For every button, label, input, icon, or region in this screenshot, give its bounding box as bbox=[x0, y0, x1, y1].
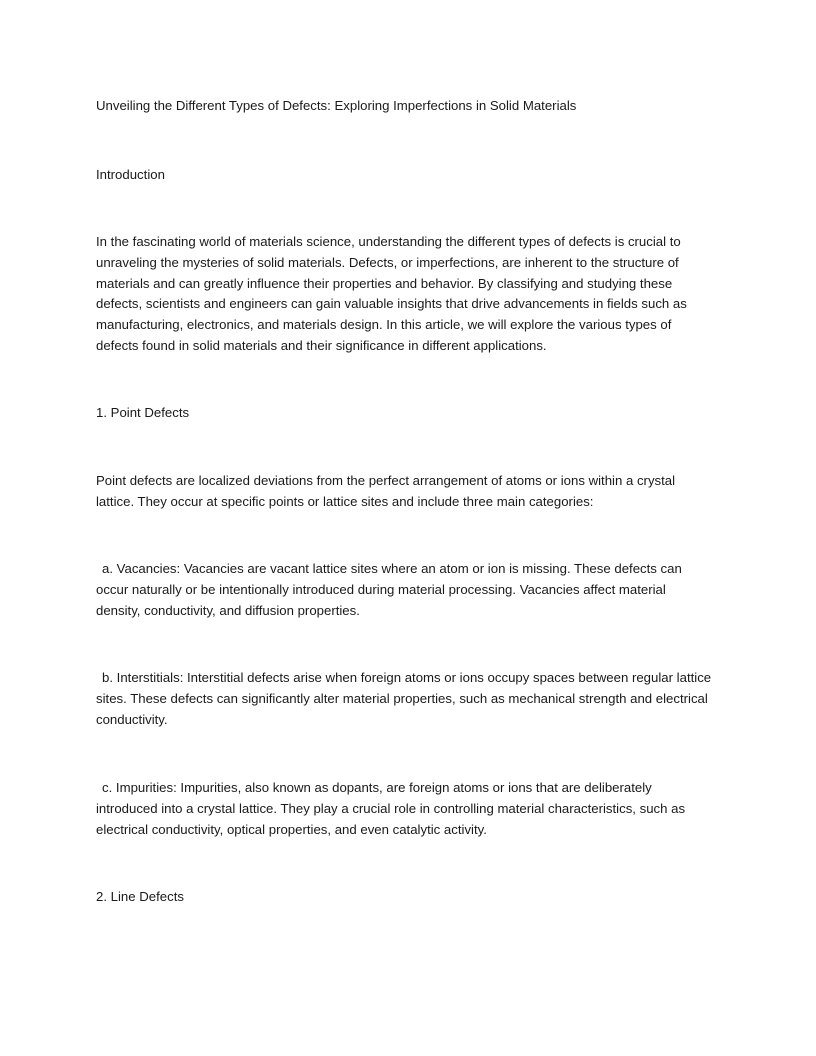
intro-heading: Introduction bbox=[96, 167, 165, 182]
section1-item-a: a. Vacancies: Vacancies are vacant lattice sites where an atom or ion is missing. These defects can occur naturally or be intentionally introduced during material processing. Vacancies affect material density, conductivity, and diffusion properties. bbox=[96, 561, 682, 618]
intro-paragraph: In the fascinating world of materials science, understanding the different types of defects is crucial to unraveling the mysteries of solid materials. Defects, or imperfections, are inherent to the structure of materials and can greatly influence their properties and behavior. By classifying and studying these defects, scientists and engineers can gain valuable insights that drive advancements in fields such as manufacturing, electronics, and materials design. In this article, we will explore the various types of defects found in solid materials and their significance in different applications. bbox=[96, 234, 687, 353]
section2-heading: 2. Line Defects bbox=[96, 889, 184, 904]
section1-paragraph: Point defects are localized deviations from the perfect arrangement of atoms or ions within a crystal lattice. They occur at specific points or lattice sites and include three main categories: bbox=[96, 473, 676, 509]
section1-item-c: c. Impurities: Impurities, also known as dopants, are foreign atoms or ions that are deliberately introduced into a crystal lattice. They play a crucial role in controlling material characteristics, such as electrical conductivity, optical properties, and even catalytic activity. bbox=[96, 780, 686, 837]
section1-item-b: b. Interstitials: Interstitial defects arise when foreign atoms or ions occupy spaces between regular lattice sites. These defects can significantly alter material properties, such as mechanical strength and electrical conductivity. bbox=[96, 670, 712, 727]
document-title: Unveiling the Different Types of Defects: Exploring Imperfections in Solid Materials bbox=[96, 98, 577, 113]
section1-heading: 1. Point Defects bbox=[96, 405, 190, 420]
